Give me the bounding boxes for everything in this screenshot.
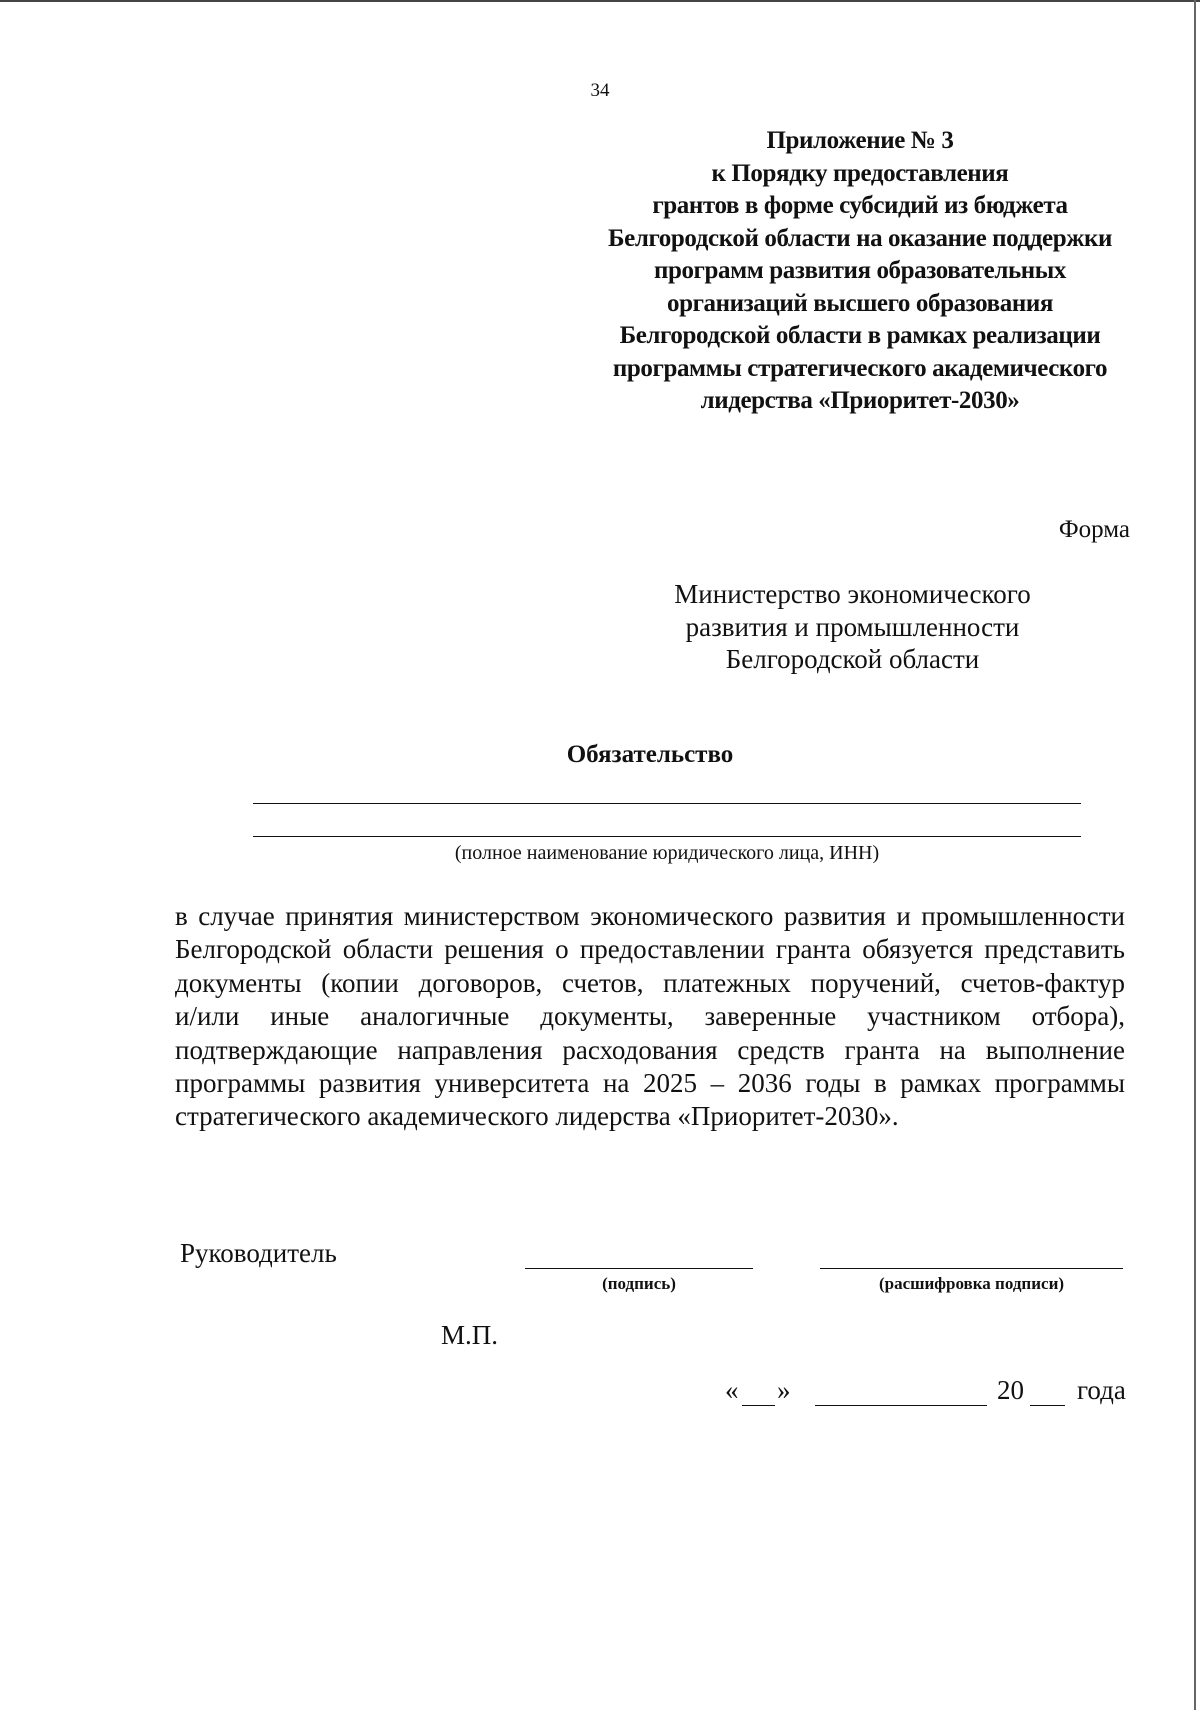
date-close-quote: » xyxy=(777,1375,791,1405)
signature-decoding-line xyxy=(820,1268,1123,1269)
stamp-place: М.П. xyxy=(441,1320,499,1350)
appendix-line: лидерства «Приоритет-2030» xyxy=(700,387,1020,414)
entity-name-line xyxy=(253,836,1081,837)
date-day-line xyxy=(742,1405,775,1406)
ministry-line: Белгородской области xyxy=(725,644,980,674)
appendix-line: Приложение № 3 xyxy=(766,127,954,154)
ministry-addressee xyxy=(620,578,1085,676)
body-line: в случае принятия министерством экономического развития и промышленности xyxy=(175,901,1125,931)
obligation-text xyxy=(175,900,1125,1134)
form-label: Форма xyxy=(1058,516,1130,543)
date-open-quote: « xyxy=(725,1375,739,1405)
ministry-line: развития и промышленности xyxy=(685,611,1020,642)
appendix-line: грантов в форме субсидий из бюджета xyxy=(652,192,1068,219)
scan-edge-top xyxy=(0,0,1200,2)
signatory-role: Руководитель xyxy=(180,1238,337,1268)
signature-decoding-caption: (расшифровка подписи) xyxy=(878,1274,1065,1293)
signature-caption: (подпись) xyxy=(602,1274,676,1293)
scan-edge-right xyxy=(1194,0,1196,1710)
body-line: документы (копии договоров, счетов, платежных поручений, счетов-фактур xyxy=(175,967,1125,998)
document-title: Обязательство xyxy=(566,741,734,768)
appendix-line: программы стратегического академического xyxy=(612,354,1108,382)
appendix-line: организаций высшего образования xyxy=(667,289,1053,317)
date-field xyxy=(725,1375,1135,1409)
signature-line xyxy=(525,1268,753,1269)
date-year-line xyxy=(1030,1405,1065,1406)
appendix-line: Белгородской области в рамках реализации xyxy=(619,322,1101,349)
body-line: подтверждающие направления расходования средств гранта на выполнение xyxy=(175,1034,1125,1065)
appendix-header xyxy=(570,125,1150,418)
body-line: программы развития университета на 2025 – 2036 годы в рамках программы xyxy=(175,1068,1125,1099)
ministry-line: Министерство экономического xyxy=(674,579,1031,609)
date-month-line xyxy=(815,1405,987,1406)
entity-name-line xyxy=(253,803,1081,804)
appendix-line: программ развития образовательных xyxy=(653,257,1067,284)
body-line: Белгородской области решения о предоставлении гранта обязуется представить xyxy=(175,934,1125,965)
date-century: 20 xyxy=(997,1375,1024,1405)
entity-name-caption: (полное наименование юридического лица, ИНН) xyxy=(454,842,880,864)
page-number: 34 xyxy=(590,80,610,101)
date-year-word: года xyxy=(1077,1375,1126,1405)
appendix-line: Белгородской области на оказание поддержки xyxy=(608,224,1112,252)
body-line: и/или иные аналогичные документы, заверенные участником отбора), xyxy=(175,1001,1125,1032)
body-line: стратегического академического лидерства «Приоритет-2030». xyxy=(175,1101,899,1132)
appendix-line: к Порядку предоставления xyxy=(711,159,1009,187)
